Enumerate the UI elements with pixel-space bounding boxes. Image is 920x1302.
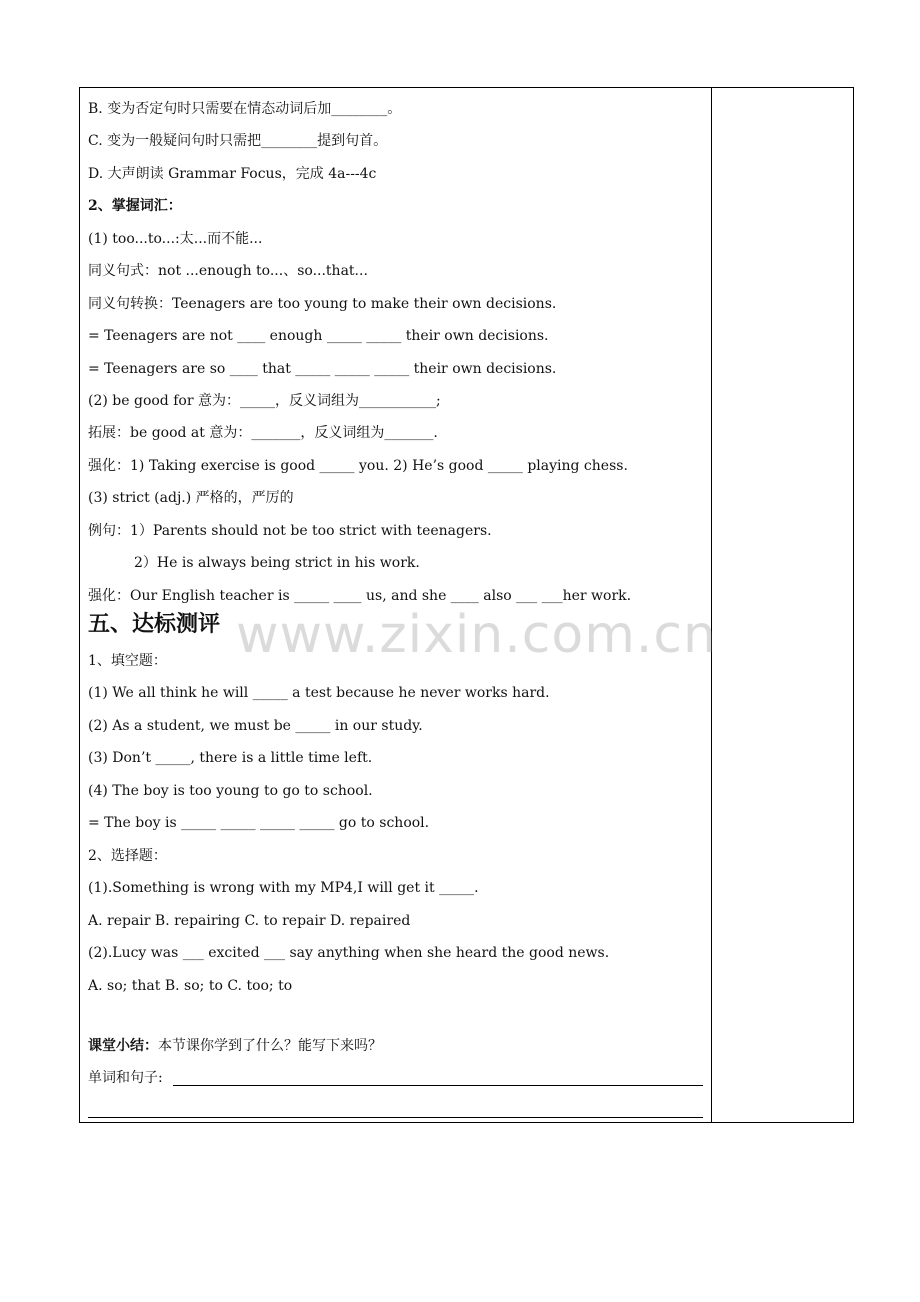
watermark: www.zixin.com.cn	[236, 605, 717, 665]
text-line: (2).Lucy was ___ excited ___ say anything when she heard the good news.	[88, 945, 610, 961]
text-line: 例句：1）Parents should not be too strict with teenagers.	[88, 523, 492, 539]
text-line: = Teenagers are not ____ enough _____ _____ their own decisions.	[88, 328, 549, 344]
text-line: C. 变为一般疑问句时只需把________提到句首。	[88, 133, 388, 149]
text-line: A. so; that B. so; to C. too; to	[88, 978, 293, 994]
text-line: (3) Don’t _____, there is a little time left.	[88, 750, 373, 766]
text-line: (1) too...to...:太...而不能...	[88, 231, 263, 247]
summary-label: 课堂小结：	[88, 1038, 158, 1054]
text-line: (4) The boy is too young to go to school.	[88, 783, 373, 799]
text-line: (2) As a student, we must be _____ in our study.	[88, 718, 423, 734]
text-line: = The boy is _____ _____ _____ _____ go to school.	[88, 815, 430, 831]
text-line: (1) We all think he will _____ a test because he never works hard.	[88, 685, 550, 701]
text-line: (1).Something is wrong with my MP4,I will get it _____.	[88, 880, 479, 896]
text-line: 2、选择题：	[88, 848, 167, 864]
text-line: 拓展：be good at 意为：_______，反义词组为_______.	[88, 425, 438, 441]
answer-line	[173, 1085, 703, 1086]
text-line: = Teenagers are so ____ that _____ _____ _____ their own decisions.	[88, 361, 557, 377]
text-line: (3) strict (adj.) 严格的，严厉的	[88, 490, 294, 506]
text-line: 强化：Our English teacher is _____ ____ us, and she ____ also ___ ___her work.	[88, 588, 632, 604]
text-line: 同义句转换：Teenagers are too young to make their own decisions.	[88, 296, 557, 312]
summary-line	[88, 1037, 382, 1055]
section-heading: 五、达标测评	[88, 612, 221, 637]
text-line: A. repair B. repairing C. to repair D. repaired	[88, 913, 411, 929]
subsection-title: 2、掌握词汇：	[88, 198, 182, 214]
words-label: 单词和句子:	[88, 1070, 163, 1086]
text-line: 同义句式：not ...enough to...、so...that...	[88, 263, 368, 279]
summary-text: 本节课你学到了什么？能写下来吗？	[158, 1038, 382, 1054]
text-line: (2) be good for 意为：_____，反义词组为___________;	[88, 393, 441, 409]
answer-line	[88, 1117, 703, 1118]
text-line: 2）He is always being strict in his work.	[134, 555, 420, 571]
text-line: 强化：1) Taking exercise is good _____ you. 2) He’s good _____ playing chess.	[88, 458, 628, 474]
text-line: D. 大声朗读 Grammar Focus，完成 4a---4c	[88, 166, 377, 182]
text-line: B. 变为否定句时只需要在情态动词后加________。	[88, 101, 402, 117]
text-line: 1、填空题：	[88, 653, 167, 669]
